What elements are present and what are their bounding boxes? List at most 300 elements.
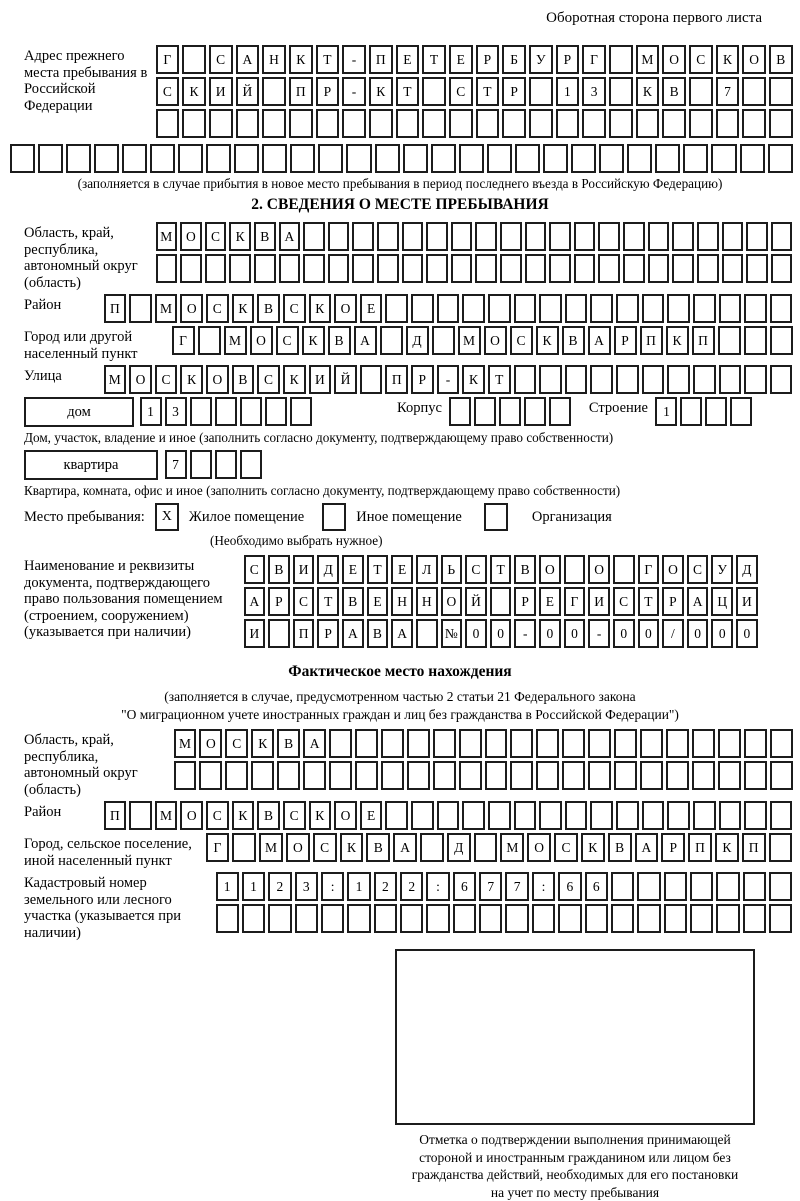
- char-cell[interactable]: [744, 801, 767, 830]
- char-cell[interactable]: [242, 904, 265, 933]
- char-cell[interactable]: [769, 872, 792, 901]
- char-cell[interactable]: [433, 729, 456, 758]
- char-cell[interactable]: О: [250, 326, 273, 355]
- char-cell[interactable]: [667, 801, 690, 830]
- char-cell[interactable]: М: [104, 365, 127, 394]
- char-cell[interactable]: Г: [206, 833, 230, 862]
- char-cell[interactable]: [599, 144, 624, 173]
- char-cell[interactable]: -: [588, 619, 610, 648]
- char-cell[interactable]: М: [458, 326, 481, 355]
- char-cell[interactable]: С: [465, 555, 487, 584]
- char-cell[interactable]: Е: [539, 587, 561, 616]
- char-cell[interactable]: К: [229, 222, 251, 251]
- char-cell[interactable]: [510, 729, 533, 758]
- char-cell[interactable]: [648, 254, 670, 283]
- char-cell[interactable]: 7: [505, 872, 528, 901]
- char-cell[interactable]: А: [687, 587, 709, 616]
- char-cell[interactable]: С: [449, 77, 473, 106]
- char-cell[interactable]: [209, 109, 233, 138]
- char-cell[interactable]: Е: [360, 801, 383, 830]
- char-cell[interactable]: [215, 397, 237, 426]
- char-cell[interactable]: У: [529, 45, 553, 74]
- char-cell[interactable]: М: [636, 45, 660, 74]
- char-cell[interactable]: 1: [655, 397, 677, 426]
- char-cell[interactable]: [609, 77, 633, 106]
- char-cell[interactable]: [705, 397, 727, 426]
- char-cell[interactable]: [475, 222, 497, 251]
- char-cell[interactable]: [437, 294, 460, 323]
- char-cell[interactable]: К: [232, 801, 255, 830]
- char-cell[interactable]: [289, 109, 313, 138]
- char-cell[interactable]: О: [180, 294, 203, 323]
- char-cell[interactable]: 0: [711, 619, 733, 648]
- char-cell[interactable]: [377, 222, 399, 251]
- char-cell[interactable]: [385, 801, 408, 830]
- char-cell[interactable]: [722, 254, 744, 283]
- char-cell[interactable]: [556, 109, 580, 138]
- char-cell[interactable]: С: [257, 365, 280, 394]
- char-cell[interactable]: [422, 109, 446, 138]
- char-cell[interactable]: Т: [396, 77, 420, 106]
- char-cell[interactable]: 6: [585, 872, 608, 901]
- char-cell[interactable]: Д: [447, 833, 471, 862]
- char-cell[interactable]: [768, 144, 793, 173]
- char-cell[interactable]: [558, 904, 581, 933]
- char-cell[interactable]: Р: [502, 77, 526, 106]
- char-cell[interactable]: К: [340, 833, 364, 862]
- char-cell[interactable]: С: [225, 729, 248, 758]
- char-cell[interactable]: [680, 397, 702, 426]
- char-cell[interactable]: А: [244, 587, 266, 616]
- char-cell[interactable]: [475, 254, 497, 283]
- char-cell[interactable]: [565, 365, 588, 394]
- char-cell[interactable]: №: [441, 619, 463, 648]
- char-cell[interactable]: Т: [488, 365, 511, 394]
- char-cell[interactable]: [355, 761, 378, 790]
- char-cell[interactable]: 2: [268, 872, 291, 901]
- char-cell[interactable]: [10, 144, 35, 173]
- char-cell[interactable]: [268, 904, 291, 933]
- char-cell[interactable]: Й: [465, 587, 487, 616]
- char-cell[interactable]: О: [180, 222, 202, 251]
- char-cell[interactable]: Т: [316, 45, 340, 74]
- char-cell[interactable]: К: [283, 365, 306, 394]
- char-cell[interactable]: [525, 222, 547, 251]
- char-cell[interactable]: [574, 222, 596, 251]
- char-cell[interactable]: [770, 729, 793, 758]
- char-cell[interactable]: [664, 904, 687, 933]
- char-cell[interactable]: [453, 904, 476, 933]
- char-cell[interactable]: [716, 109, 740, 138]
- char-cell[interactable]: [666, 729, 689, 758]
- char-cell[interactable]: [156, 254, 178, 283]
- char-cell[interactable]: [402, 254, 424, 283]
- char-cell[interactable]: Р: [614, 326, 637, 355]
- char-cell[interactable]: 1: [556, 77, 580, 106]
- char-cell[interactable]: [66, 144, 91, 173]
- char-cell[interactable]: [462, 801, 485, 830]
- char-cell[interactable]: [672, 222, 694, 251]
- char-cell[interactable]: А: [588, 326, 611, 355]
- char-cell[interactable]: К: [369, 77, 393, 106]
- char-cell[interactable]: С: [554, 833, 578, 862]
- char-cell[interactable]: [689, 77, 713, 106]
- char-cell[interactable]: [744, 729, 767, 758]
- char-cell[interactable]: [150, 144, 175, 173]
- char-cell[interactable]: [666, 761, 689, 790]
- char-cell[interactable]: С: [205, 222, 227, 251]
- char-cell[interactable]: Т: [490, 555, 512, 584]
- char-cell[interactable]: [229, 254, 251, 283]
- char-cell[interactable]: [502, 109, 526, 138]
- char-cell[interactable]: 0: [539, 619, 561, 648]
- char-cell[interactable]: [268, 619, 290, 648]
- char-cell[interactable]: /: [662, 619, 684, 648]
- char-cell[interactable]: 1: [140, 397, 162, 426]
- char-cell[interactable]: И: [209, 77, 233, 106]
- char-cell[interactable]: В: [608, 833, 632, 862]
- char-cell[interactable]: [122, 144, 147, 173]
- char-cell[interactable]: [488, 801, 511, 830]
- char-cell[interactable]: [407, 729, 430, 758]
- char-cell[interactable]: [360, 365, 383, 394]
- char-cell[interactable]: [771, 222, 793, 251]
- char-cell[interactable]: [616, 801, 639, 830]
- char-cell[interactable]: [642, 294, 665, 323]
- char-cell[interactable]: [476, 109, 500, 138]
- char-cell[interactable]: [346, 144, 371, 173]
- char-cell[interactable]: [598, 222, 620, 251]
- char-cell[interactable]: [432, 326, 455, 355]
- char-cell[interactable]: [402, 222, 424, 251]
- char-cell[interactable]: [689, 109, 713, 138]
- char-cell[interactable]: [290, 144, 315, 173]
- char-cell[interactable]: И: [736, 587, 758, 616]
- char-cell[interactable]: А: [635, 833, 659, 862]
- char-cell[interactable]: [316, 109, 340, 138]
- char-cell[interactable]: [514, 294, 537, 323]
- char-cell[interactable]: К: [232, 294, 255, 323]
- char-cell[interactable]: [662, 109, 686, 138]
- char-cell[interactable]: [614, 729, 637, 758]
- char-cell[interactable]: Е: [360, 294, 383, 323]
- char-cell[interactable]: [174, 761, 197, 790]
- char-cell[interactable]: С: [276, 326, 299, 355]
- char-cell[interactable]: [719, 294, 742, 323]
- char-cell[interactable]: Р: [316, 77, 340, 106]
- char-cell[interactable]: [746, 222, 768, 251]
- char-cell[interactable]: [613, 555, 635, 584]
- char-cell[interactable]: Н: [262, 45, 286, 74]
- char-cell[interactable]: [744, 365, 767, 394]
- char-cell[interactable]: [303, 222, 325, 251]
- char-cell[interactable]: 0: [465, 619, 487, 648]
- char-cell[interactable]: [369, 109, 393, 138]
- char-cell[interactable]: [693, 801, 716, 830]
- char-cell[interactable]: 0: [687, 619, 709, 648]
- char-cell[interactable]: [683, 144, 708, 173]
- char-cell[interactable]: [642, 801, 665, 830]
- char-cell[interactable]: К: [636, 77, 660, 106]
- char-cell[interactable]: -: [514, 619, 536, 648]
- char-cell[interactable]: [449, 109, 473, 138]
- char-cell[interactable]: [254, 254, 276, 283]
- char-cell[interactable]: К: [536, 326, 559, 355]
- char-cell[interactable]: Л: [416, 555, 438, 584]
- char-cell[interactable]: [637, 872, 660, 901]
- char-cell[interactable]: [403, 144, 428, 173]
- char-cell[interactable]: П: [692, 326, 715, 355]
- char-cell[interactable]: [692, 761, 715, 790]
- char-cell[interactable]: П: [742, 833, 766, 862]
- char-cell[interactable]: [431, 144, 456, 173]
- char-cell[interactable]: [716, 872, 739, 901]
- char-cell[interactable]: [381, 761, 404, 790]
- char-cell[interactable]: М: [155, 801, 178, 830]
- char-cell[interactable]: [474, 833, 498, 862]
- char-cell[interactable]: И: [293, 555, 315, 584]
- char-cell[interactable]: [205, 254, 227, 283]
- char-cell[interactable]: Г: [638, 555, 660, 584]
- char-cell[interactable]: [609, 109, 633, 138]
- char-cell[interactable]: И: [588, 587, 610, 616]
- char-cell[interactable]: [251, 761, 274, 790]
- char-cell[interactable]: [598, 254, 620, 283]
- char-cell[interactable]: [770, 801, 793, 830]
- char-cell[interactable]: [743, 872, 766, 901]
- char-cell[interactable]: М: [500, 833, 524, 862]
- char-cell[interactable]: О: [742, 45, 766, 74]
- char-cell[interactable]: С: [206, 294, 229, 323]
- char-cell[interactable]: [574, 254, 596, 283]
- char-cell[interactable]: [500, 254, 522, 283]
- char-cell[interactable]: [636, 109, 660, 138]
- char-cell[interactable]: [718, 326, 741, 355]
- char-cell[interactable]: [396, 109, 420, 138]
- char-cell[interactable]: [549, 222, 571, 251]
- char-cell[interactable]: [433, 761, 456, 790]
- char-cell[interactable]: Р: [661, 833, 685, 862]
- char-cell[interactable]: [609, 45, 633, 74]
- char-cell[interactable]: К: [289, 45, 313, 74]
- char-cell[interactable]: [380, 326, 403, 355]
- char-cell[interactable]: О: [334, 294, 357, 323]
- char-cell[interactable]: [655, 144, 680, 173]
- char-cell[interactable]: [129, 294, 152, 323]
- char-cell[interactable]: [730, 397, 752, 426]
- char-cell[interactable]: [347, 904, 370, 933]
- char-cell[interactable]: В: [277, 729, 300, 758]
- char-cell[interactable]: [697, 254, 719, 283]
- char-cell[interactable]: [459, 144, 484, 173]
- char-cell[interactable]: М: [155, 294, 178, 323]
- char-cell[interactable]: [262, 144, 287, 173]
- char-cell[interactable]: [38, 144, 63, 173]
- char-cell[interactable]: [623, 222, 645, 251]
- char-cell[interactable]: К: [309, 801, 332, 830]
- char-cell[interactable]: О: [662, 555, 684, 584]
- char-cell[interactable]: С: [209, 45, 233, 74]
- char-cell[interactable]: В: [366, 833, 390, 862]
- char-cell[interactable]: [690, 872, 713, 901]
- char-cell[interactable]: Р: [514, 587, 536, 616]
- char-cell[interactable]: И: [244, 619, 266, 648]
- char-cell[interactable]: [585, 904, 608, 933]
- char-cell[interactable]: 7: [479, 872, 502, 901]
- char-cell[interactable]: [129, 801, 152, 830]
- char-cell[interactable]: 7: [165, 450, 187, 479]
- char-cell[interactable]: [510, 761, 533, 790]
- char-cell[interactable]: -: [437, 365, 460, 394]
- char-cell[interactable]: [500, 222, 522, 251]
- char-cell[interactable]: [355, 729, 378, 758]
- char-cell[interactable]: [719, 801, 742, 830]
- char-cell[interactable]: Е: [449, 45, 473, 74]
- char-cell[interactable]: [377, 254, 399, 283]
- char-cell[interactable]: [328, 254, 350, 283]
- char-cell[interactable]: -: [342, 77, 366, 106]
- char-cell[interactable]: [411, 801, 434, 830]
- char-cell[interactable]: 1: [216, 872, 239, 901]
- char-cell[interactable]: Н: [416, 587, 438, 616]
- char-cell[interactable]: [627, 144, 652, 173]
- char-cell[interactable]: Р: [411, 365, 434, 394]
- char-cell[interactable]: А: [342, 619, 364, 648]
- char-cell[interactable]: В: [257, 801, 280, 830]
- char-cell[interactable]: [769, 904, 792, 933]
- char-cell[interactable]: [549, 254, 571, 283]
- char-cell[interactable]: [719, 365, 742, 394]
- char-cell[interactable]: В: [328, 326, 351, 355]
- char-cell[interactable]: :: [426, 872, 449, 901]
- char-cell[interactable]: -: [342, 45, 366, 74]
- char-cell[interactable]: Д: [317, 555, 339, 584]
- char-cell[interactable]: [182, 45, 206, 74]
- char-cell[interactable]: [770, 294, 793, 323]
- char-cell[interactable]: Н: [391, 587, 413, 616]
- char-cell[interactable]: [623, 254, 645, 283]
- char-cell[interactable]: [590, 294, 613, 323]
- char-cell[interactable]: О: [286, 833, 310, 862]
- char-cell[interactable]: [648, 222, 670, 251]
- char-cell[interactable]: [514, 365, 537, 394]
- char-cell[interactable]: [479, 904, 502, 933]
- char-cell[interactable]: К: [581, 833, 605, 862]
- char-cell[interactable]: С: [155, 365, 178, 394]
- char-cell[interactable]: А: [236, 45, 260, 74]
- char-cell[interactable]: [692, 729, 715, 758]
- char-cell[interactable]: [539, 801, 562, 830]
- char-cell[interactable]: В: [342, 587, 364, 616]
- char-cell[interactable]: А: [393, 833, 417, 862]
- char-cell[interactable]: [529, 109, 553, 138]
- char-cell[interactable]: Р: [476, 45, 500, 74]
- char-cell[interactable]: [539, 294, 562, 323]
- char-cell[interactable]: 0: [736, 619, 758, 648]
- char-cell[interactable]: К: [302, 326, 325, 355]
- char-cell[interactable]: А: [303, 729, 326, 758]
- char-cell[interactable]: [744, 326, 767, 355]
- char-cell[interactable]: В: [232, 365, 255, 394]
- stay-option-checkbox-residential[interactable]: X: [155, 503, 179, 531]
- char-cell[interactable]: [740, 144, 765, 173]
- house-type-box[interactable]: дом: [24, 397, 134, 427]
- char-cell[interactable]: [743, 904, 766, 933]
- char-cell[interactable]: К: [715, 833, 739, 862]
- char-cell[interactable]: [459, 729, 482, 758]
- char-cell[interactable]: С: [687, 555, 709, 584]
- char-cell[interactable]: [742, 109, 766, 138]
- stay-option-checkbox-other[interactable]: [322, 503, 346, 531]
- char-cell[interactable]: Р: [268, 587, 290, 616]
- char-cell[interactable]: С: [613, 587, 635, 616]
- char-cell[interactable]: В: [257, 294, 280, 323]
- char-cell[interactable]: П: [104, 801, 127, 830]
- char-cell[interactable]: [769, 77, 793, 106]
- char-cell[interactable]: [525, 254, 547, 283]
- char-cell[interactable]: [321, 904, 344, 933]
- char-cell[interactable]: П: [369, 45, 393, 74]
- char-cell[interactable]: В: [268, 555, 290, 584]
- char-cell[interactable]: [697, 222, 719, 251]
- char-cell[interactable]: Р: [317, 619, 339, 648]
- char-cell[interactable]: [690, 904, 713, 933]
- char-cell[interactable]: С: [244, 555, 266, 584]
- char-cell[interactable]: К: [462, 365, 485, 394]
- char-cell[interactable]: [693, 294, 716, 323]
- char-cell[interactable]: [232, 833, 256, 862]
- char-cell[interactable]: П: [104, 294, 127, 323]
- char-cell[interactable]: [215, 450, 237, 479]
- char-cell[interactable]: [240, 397, 262, 426]
- char-cell[interactable]: 2: [400, 872, 423, 901]
- char-cell[interactable]: [240, 450, 262, 479]
- char-cell[interactable]: А: [354, 326, 377, 355]
- char-cell[interactable]: :: [532, 872, 555, 901]
- char-cell[interactable]: [499, 397, 521, 426]
- char-cell[interactable]: [770, 326, 793, 355]
- char-cell[interactable]: С: [206, 801, 229, 830]
- char-cell[interactable]: 1: [347, 872, 370, 901]
- char-cell[interactable]: [485, 729, 508, 758]
- char-cell[interactable]: [156, 109, 180, 138]
- char-cell[interactable]: В: [254, 222, 276, 251]
- char-cell[interactable]: С: [156, 77, 180, 106]
- char-cell[interactable]: Й: [236, 77, 260, 106]
- char-cell[interactable]: О: [199, 729, 222, 758]
- char-cell[interactable]: М: [224, 326, 247, 355]
- char-cell[interactable]: [565, 801, 588, 830]
- char-cell[interactable]: [400, 904, 423, 933]
- char-cell[interactable]: О: [206, 365, 229, 394]
- char-cell[interactable]: [459, 761, 482, 790]
- char-cell[interactable]: Г: [582, 45, 606, 74]
- char-cell[interactable]: Е: [367, 587, 389, 616]
- char-cell[interactable]: 0: [638, 619, 660, 648]
- char-cell[interactable]: [190, 450, 212, 479]
- char-cell[interactable]: [664, 872, 687, 901]
- char-cell[interactable]: [640, 761, 663, 790]
- apartment-type-box[interactable]: квартира: [24, 450, 158, 480]
- char-cell[interactable]: [562, 729, 585, 758]
- char-cell[interactable]: О: [588, 555, 610, 584]
- char-cell[interactable]: 0: [564, 619, 586, 648]
- char-cell[interactable]: О: [180, 801, 203, 830]
- char-cell[interactable]: А: [391, 619, 413, 648]
- char-cell[interactable]: [290, 397, 312, 426]
- char-cell[interactable]: 6: [453, 872, 476, 901]
- char-cell[interactable]: [329, 761, 352, 790]
